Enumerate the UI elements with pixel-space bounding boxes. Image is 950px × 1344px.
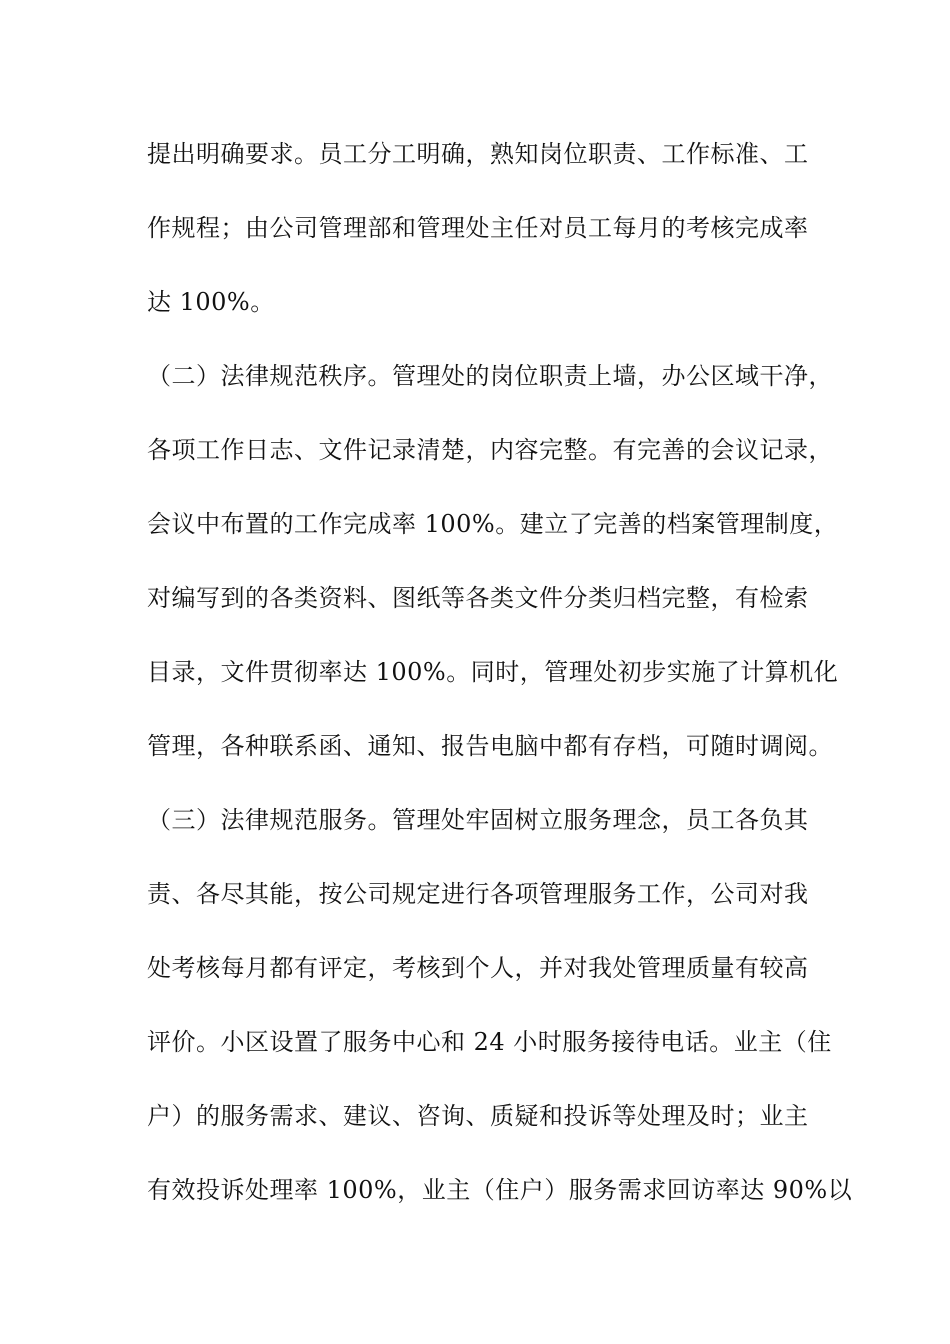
text-line: （三）法律规范服务。管理处牢固树立服务理念，员工各负其	[147, 806, 809, 834]
text-line: 户）的服务需求、建议、咨询、质疑和投诉等处理及时；业主	[147, 1102, 809, 1130]
text-line: 对编写到的各类资料、图纸等各类文件分类归档完整，有检索	[147, 584, 809, 612]
text-line: （二）法律规范秩序。管理处的岗位职责上墙，办公区域干净，	[147, 362, 833, 390]
text-line: 责、各尽其能，按公司规定进行各项管理服务工作，公司对我	[147, 880, 809, 908]
text-line: 目录，文件贯彻率达 100%。同时，管理处初步实施了计算机化	[147, 658, 839, 686]
text-line: 管理，各种联系函、通知、报告电脑中都有存档，可随时调阅。	[147, 732, 833, 760]
text-line: 有效投诉处理率 100%，业主（住户）服务需求回访率达 90%以	[147, 1176, 853, 1204]
text-line: 会议中布置的工作完成率 100%。建立了完善的档案管理制度，	[147, 510, 839, 538]
text-line: 作规程；由公司管理部和管理处主任对员工每月的考核完成率	[147, 214, 809, 242]
text-line: 提出明确要求。员工分工明确，熟知岗位职责、工作标准、工	[147, 140, 809, 168]
text-line: 各项工作日志、文件记录清楚，内容完整。有完善的会议记录，	[147, 436, 833, 464]
text-line: 达 100%。	[147, 288, 275, 316]
body-text	[147, 136, 853, 1246]
text-line: 评价。小区设置了服务中心和 24 小时服务接待电话。业主（住	[147, 1028, 832, 1056]
text-line: 处考核每月都有评定，考核到个人，并对我处管理质量有较高	[147, 954, 809, 982]
